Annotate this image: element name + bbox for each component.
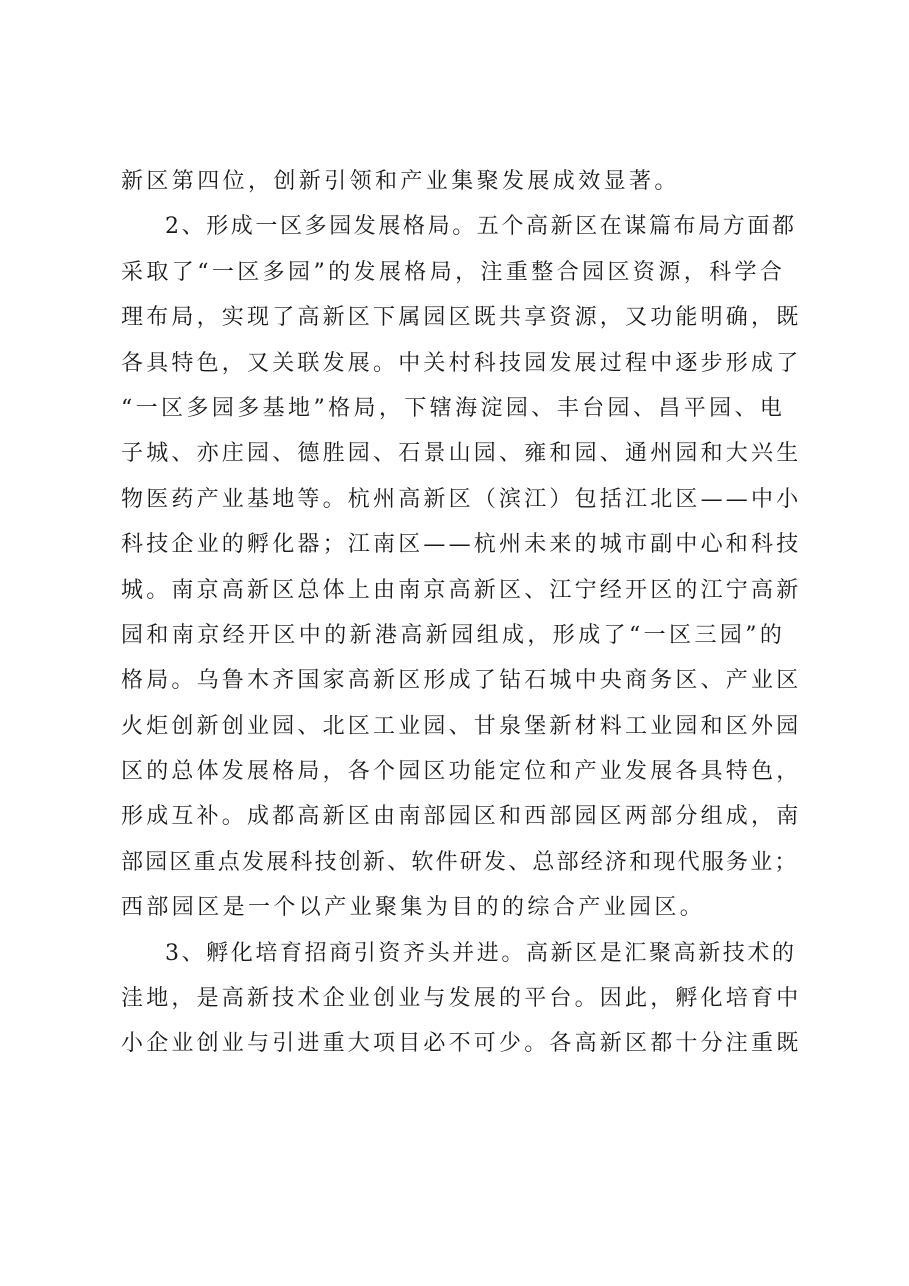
body-text	[121, 159, 801, 1067]
paragraph-first-line: 3、孵化培育招商引资齐头并进。高新区是汇聚高新技术的	[165, 940, 797, 966]
text-line: 格局。乌鲁木齐国家高新区形成了钻石城中央商务区、产业区	[121, 668, 802, 694]
text-line: 形成互补。成都高新区由南部园区和西部园区两部分组成，南	[121, 804, 802, 830]
text-line: 部园区重点发展科技创新、软件研发、总部经济和现代服务业；	[121, 849, 799, 875]
text-line: 洼地，是高新技术企业创业与发展的平台。因此，孵化培育中	[121, 986, 802, 1012]
text-line: 西部园区是一个以产业聚集为目的的综合产业园区。	[121, 895, 706, 921]
text-line: 理布局，实现了高新区下属园区既共享资源，又功能明确，既	[121, 305, 802, 331]
text-line: 物医药产业基地等。杭州高新区（滨江）包括江北区——中小	[121, 486, 802, 512]
text-line: 科技企业的孵化器；江南区——杭州未来的城市副中心和科技	[121, 532, 802, 558]
text-line: 园和南京经开区中的新港高新园组成，形成了“一区三园”的	[121, 622, 786, 648]
text-line: 区的总体发展格局，各个园区功能定位和产业发展各具特色，	[121, 759, 802, 785]
text-line: 新区第四位，创新引领和产业集聚发展成效显著。	[121, 169, 680, 194]
paragraph-first-line: 2、形成一区多园发展格局。五个高新区在谋篇布局方面都	[165, 214, 797, 240]
text-line: 采取了“一区多园”的发展格局，注重整合园区资源，科学合	[121, 259, 786, 285]
text-line: 城。南京高新区总体上由南京高新区、江宁经开区的江宁高新	[121, 577, 802, 603]
text-line: 火炬创新创业园、北区工业园、甘泉堡新材料工业园和区外园	[121, 713, 802, 739]
text-line: 小企业创业与引进重大项目必不可少。各高新区都十分注重既	[121, 1031, 802, 1057]
text-line: 各具特色，又关联发展。中关村科技园发展过程中逐步形成了	[121, 350, 802, 376]
text-line: 子城、亦庄园、德胜园、石景山园、雍和园、通州园和大兴生	[121, 441, 802, 467]
text-line: “一区多园多基地”格局，下辖海淀园、丰台园、昌平园、电	[121, 395, 786, 421]
